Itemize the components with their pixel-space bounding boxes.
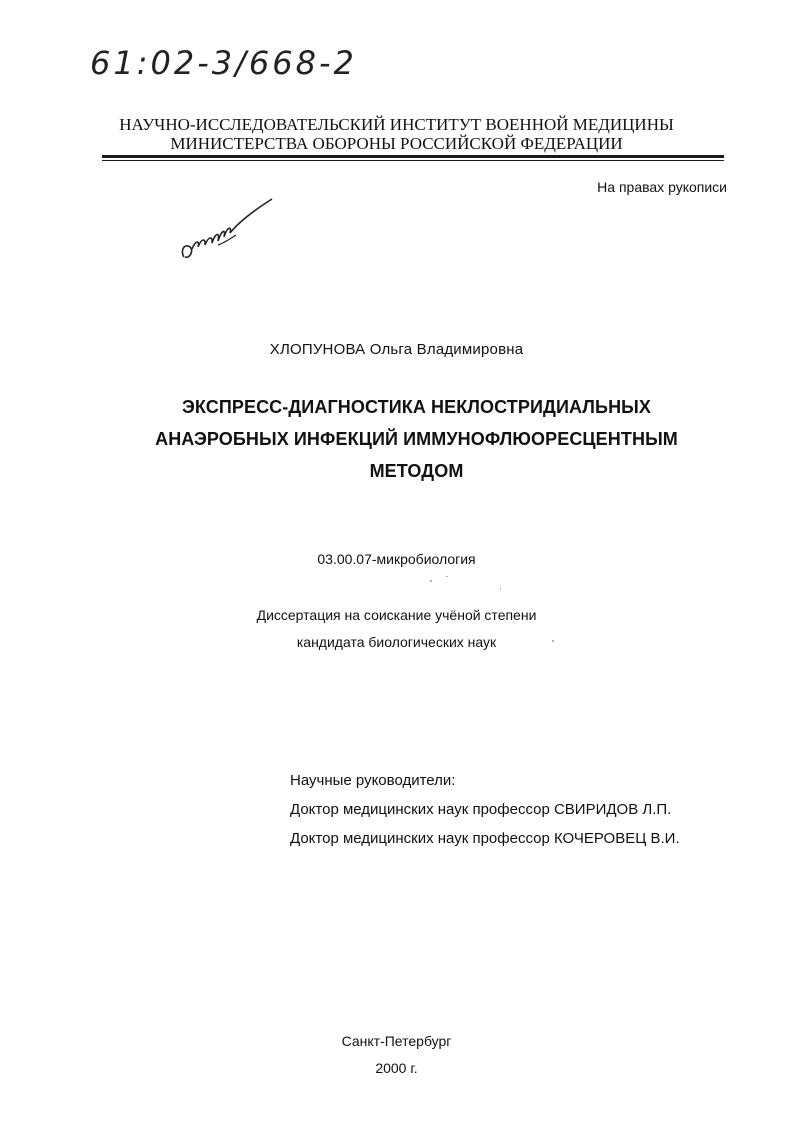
- thesis-title-line-3: МЕТОДОМ: [369, 461, 464, 481]
- author-name: ХЛОПУНОВА Ольга Владимировна: [269, 341, 524, 358]
- city: Санкт-Петербург: [341, 1033, 452, 1049]
- specialty-code: 03.00.07-микробиология: [317, 551, 476, 567]
- institute-name-line-1: НАУЧНО-ИССЛЕДОВАТЕЛЬСКИЙ ИНСТИТУТ ВОЕННОЙ МЕДИЦИНЫ: [119, 115, 674, 134]
- advisor-1: Доктор медицинских наук профессор СВИРИДОВ Л.П.: [290, 801, 672, 818]
- archive-number: 61:02-3/668-2: [90, 44, 357, 82]
- advisor-2: Доктор медицинских наук профессор КОЧЕРОВЕЦ В.И.: [290, 830, 680, 847]
- scan-speck: [430, 580, 432, 582]
- advisors-heading: Научные руководители:: [290, 772, 456, 789]
- header-divider-thin: [102, 160, 724, 161]
- header-divider-thick: [102, 155, 724, 158]
- scan-speck: [446, 576, 448, 577]
- degree-line-1: Диссертация на соискание учёной степени: [256, 607, 537, 623]
- thesis-title-line-1: ЭКСПРЕСС-ДИАГНОСТИКА НЕКЛОСТРИДИАЛЬНЫХ: [181, 397, 651, 417]
- manuscript-rights-note: На правах рукописи: [597, 179, 727, 195]
- degree-line-2: кандидата биологических наук: [296, 634, 497, 650]
- institute-name-line-2: МИНИСТЕРСТВА ОБОРОНЫ РОССИЙСКОЙ ФЕДЕРАЦИИ: [170, 134, 623, 153]
- year: 2000 г.: [375, 1060, 418, 1076]
- handwritten-signature: [178, 195, 278, 270]
- thesis-title-line-2: АНАЭРОБНЫХ ИНФЕКЦИЙ ИММУНОФЛЮОРЕСЦЕНТНЫМ: [155, 429, 678, 449]
- scan-speck: [500, 588, 501, 590]
